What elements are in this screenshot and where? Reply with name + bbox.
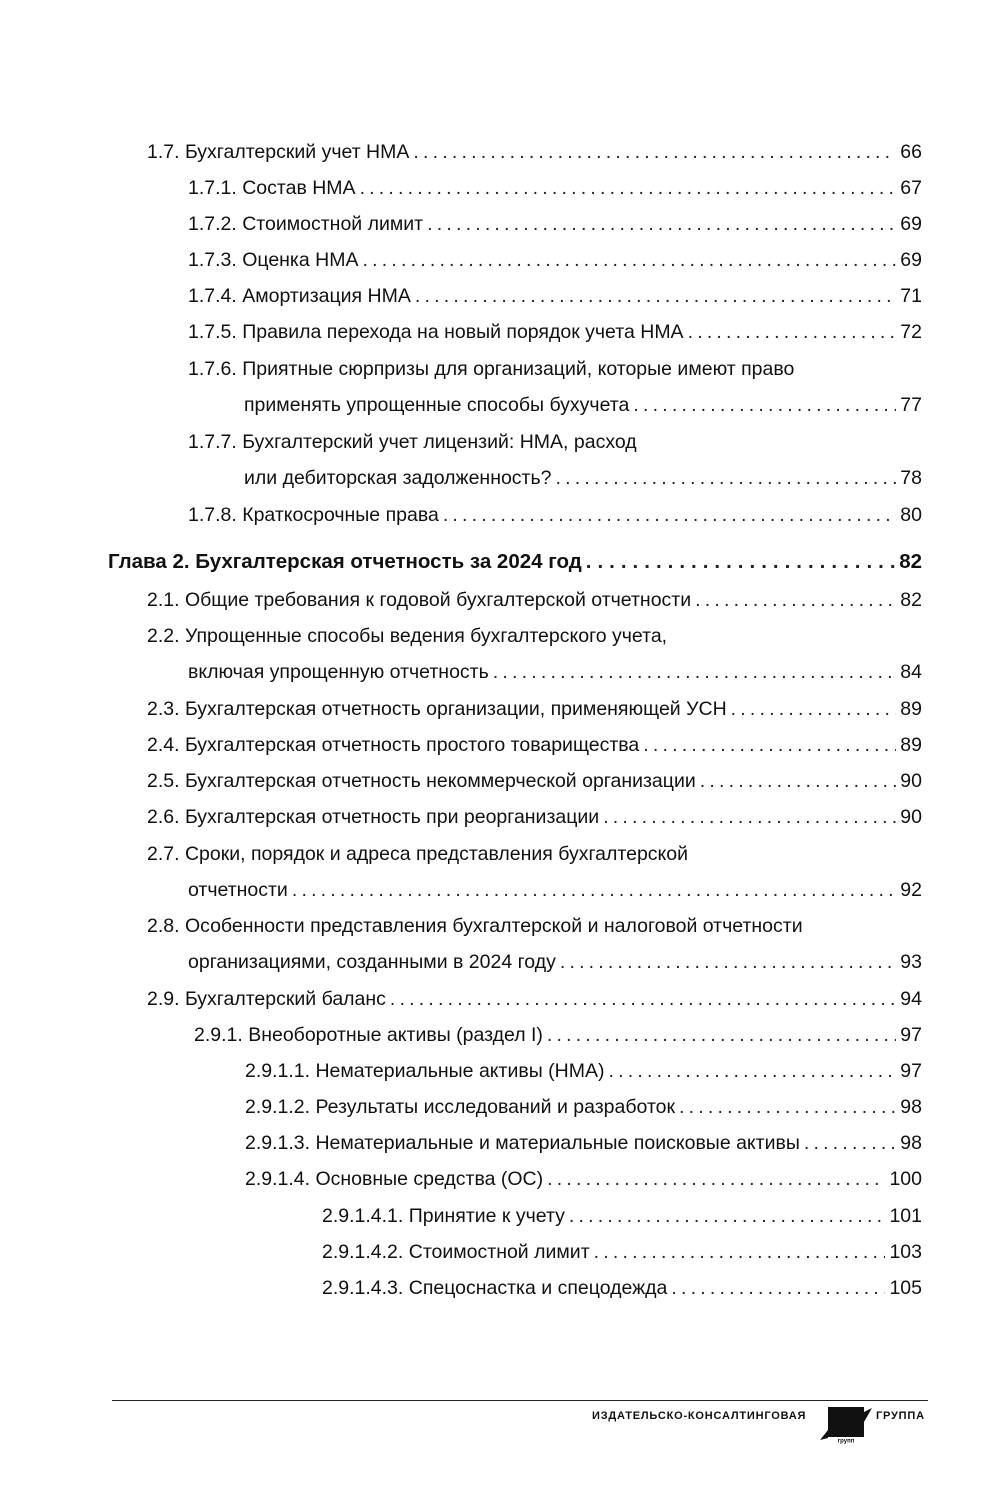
dot-leader	[731, 697, 897, 721]
toc-page-number: 90	[900, 770, 922, 792]
toc-entry[interactable]	[147, 624, 922, 684]
toc-page-number: 93	[900, 951, 922, 973]
toc-entry[interactable]	[147, 842, 922, 902]
dot-leader	[560, 950, 896, 974]
dot-leader	[556, 466, 897, 490]
toc-entry[interactable]	[147, 914, 922, 974]
toc-page-number: 94	[900, 988, 922, 1010]
toc-entry-title: 2.9.1. Внеоборотные активы (раздел I)	[194, 1024, 543, 1046]
toc-entry[interactable]	[194, 1023, 922, 1047]
toc-entry[interactable]	[245, 1167, 922, 1191]
toc-page-number: 98	[900, 1132, 922, 1154]
toc-entry-title: 2.8. Особенности представления бухгалтерской и налоговой отчетности	[147, 915, 803, 937]
dot-leader	[547, 1167, 885, 1191]
toc-entry-title: 2.3. Бухгалтерская отчетность организации, применяющей УСН	[147, 698, 727, 720]
toc-entry-title-continued: применять упрощенные способы бухучета	[244, 394, 630, 416]
toc-entry[interactable]	[188, 430, 922, 490]
toc-entry[interactable]	[147, 805, 922, 829]
toc-entry-title: 2.2. Упрощенные способы ведения бухгалтерского учета,	[147, 625, 668, 647]
dot-leader	[292, 878, 896, 902]
toc-entry-title: 1.7.6. Приятные сюрпризы для организаций, которые имеют право	[188, 358, 795, 380]
toc-page-number: 67	[900, 177, 922, 199]
toc-entry[interactable]	[322, 1240, 922, 1264]
toc-page-number: 97	[900, 1060, 922, 1082]
toc-entry[interactable]	[188, 248, 922, 272]
dot-leader	[671, 1276, 885, 1300]
toc-entry-title: 2.9.1.3. Нематериальные и материальные поисковые активы	[245, 1132, 800, 1154]
toc-chapter-entry[interactable]	[108, 550, 922, 574]
toc-entry[interactable]	[322, 1204, 922, 1228]
toc-entry[interactable]	[188, 357, 922, 417]
dot-leader	[360, 176, 897, 200]
toc-entry-title: 2.1. Общие требования к годовой бухгалтерской отчетности	[147, 589, 692, 611]
toc-entry[interactable]	[322, 1276, 922, 1300]
dot-leader	[413, 140, 896, 164]
toc-entry[interactable]	[245, 1095, 922, 1119]
toc-page-number: 82	[899, 550, 922, 573]
toc-entry[interactable]	[188, 503, 922, 527]
toc-page-number: 78	[900, 467, 922, 489]
toc-entry[interactable]	[245, 1131, 922, 1155]
dot-leader	[679, 1095, 896, 1119]
toc-entry[interactable]	[188, 284, 922, 308]
toc-chapter-title: Глава 2. Бухгалтерская отчетность за 2024 год	[108, 550, 582, 573]
toc-entry-title: 1.7.8. Краткосрочные права	[188, 504, 439, 526]
toc-entry-title: 1.7.7. Бухгалтерский учет лицензий: НМА, расход	[188, 431, 637, 453]
toc-page-number: 89	[900, 734, 922, 756]
publisher-logo-icon	[816, 1404, 872, 1444]
toc-page-number: 89	[900, 698, 922, 720]
dot-leader	[547, 1023, 896, 1047]
dot-leader	[603, 805, 896, 829]
toc-entry-title: 2.6. Бухгалтерская отчетность при реорганизации	[147, 806, 600, 828]
toc-entry-title: 2.9.1.4.3. Спецоснастка и спецодежда	[322, 1277, 668, 1299]
toc-page-number: 90	[900, 806, 922, 828]
toc-page-number: 69	[900, 213, 922, 235]
dot-leader	[608, 1059, 896, 1083]
toc-entry-title: 2.9. Бухгалтерский баланс	[147, 988, 386, 1010]
toc-entry-title: 1.7.5. Правила перехода на новый порядок учета НМА	[188, 321, 684, 343]
publisher-name: ИЗДАТЕЛЬСКО-КОНСАЛТИНГОВАЯ	[592, 1410, 807, 1422]
toc-entry-title: 2.9.1.4.2. Стоимостной лимит	[322, 1241, 590, 1263]
toc-page-number: 105	[889, 1277, 922, 1299]
toc-entry-title: 1.7.4. Амортизация НМА	[188, 285, 411, 307]
toc-page-number: 80	[900, 504, 922, 526]
toc-page-number: 71	[900, 285, 922, 307]
toc-entry-title: 1.7.1. Состав НМА	[188, 177, 356, 199]
toc-page-number: 97	[900, 1024, 922, 1046]
toc-entry[interactable]	[147, 697, 922, 721]
dot-leader	[427, 212, 896, 236]
toc-entry[interactable]	[188, 212, 922, 236]
toc-entry[interactable]	[147, 987, 922, 1011]
toc-page-number: 98	[900, 1096, 922, 1118]
toc-entry[interactable]	[147, 140, 922, 164]
toc-entry[interactable]	[147, 769, 922, 793]
toc-entry[interactable]	[245, 1059, 922, 1083]
dot-leader	[586, 550, 895, 574]
toc-entry[interactable]	[147, 733, 922, 757]
dot-leader	[804, 1131, 896, 1155]
toc-entry-title-continued: отчетности	[188, 879, 288, 901]
toc-entry-title: 2.9.1.1. Нематериальные активы (НМА)	[245, 1060, 605, 1082]
dot-leader	[363, 248, 897, 272]
toc-entry-title: 1.7. Бухгалтерский учет НМА	[147, 141, 410, 163]
toc-page-number: 103	[889, 1241, 922, 1263]
toc-entry-title: 2.5. Бухгалтерская отчетность некоммерческой организации	[147, 770, 696, 792]
toc-page-number: 66	[900, 141, 922, 163]
dot-leader	[695, 588, 896, 612]
toc-entry-title-continued: организациями, созданными в 2024 году	[188, 951, 556, 973]
dot-leader	[493, 660, 897, 684]
dot-leader	[415, 284, 896, 308]
toc-entry[interactable]	[147, 588, 922, 612]
dot-leader	[700, 769, 897, 793]
dot-leader	[390, 987, 896, 1011]
toc-entry[interactable]	[188, 176, 922, 200]
toc-entry-title: 2.9.1.2. Результаты исследований и разработок	[245, 1096, 676, 1118]
publisher-group-label: ГРУППА	[876, 1410, 925, 1422]
dot-leader	[643, 733, 896, 757]
dot-leader	[633, 393, 896, 417]
dot-leader	[443, 503, 896, 527]
toc-page-number: 82	[900, 589, 922, 611]
toc-entry-title: 2.9.1.4. Основные средства (ОС)	[245, 1168, 544, 1190]
dot-leader	[594, 1240, 886, 1264]
toc-entry-title-continued: или дебиторская задолженность?	[244, 467, 552, 489]
toc-page-number: 100	[889, 1168, 922, 1190]
toc-page-number: 101	[889, 1205, 922, 1227]
toc-page-number: 92	[900, 879, 922, 901]
toc-entry-title-continued: включая упрощенную отчетность	[188, 661, 489, 683]
toc-page-number: 77	[900, 394, 922, 416]
logo-caption: групп	[837, 1438, 855, 1444]
footer-rule	[112, 1400, 928, 1401]
toc-entry-title: 1.7.3. Оценка НМА	[188, 249, 359, 271]
toc-entry-title: 2.7. Сроки, порядок и адреса представления бухгалтерской	[147, 843, 689, 865]
toc-page-number: 84	[900, 661, 922, 683]
toc-entry-title: 2.4. Бухгалтерская отчетность простого товарищества	[147, 734, 640, 756]
toc-entry[interactable]	[188, 320, 922, 344]
dot-leader	[569, 1204, 886, 1228]
toc-page-number: 72	[900, 321, 922, 343]
toc-entry-title: 1.7.2. Стоимостной лимит	[188, 213, 424, 235]
toc-page-number: 69	[900, 249, 922, 271]
dot-leader	[688, 320, 897, 344]
toc-entry-title: 2.9.1.4.1. Принятие к учету	[322, 1205, 565, 1227]
